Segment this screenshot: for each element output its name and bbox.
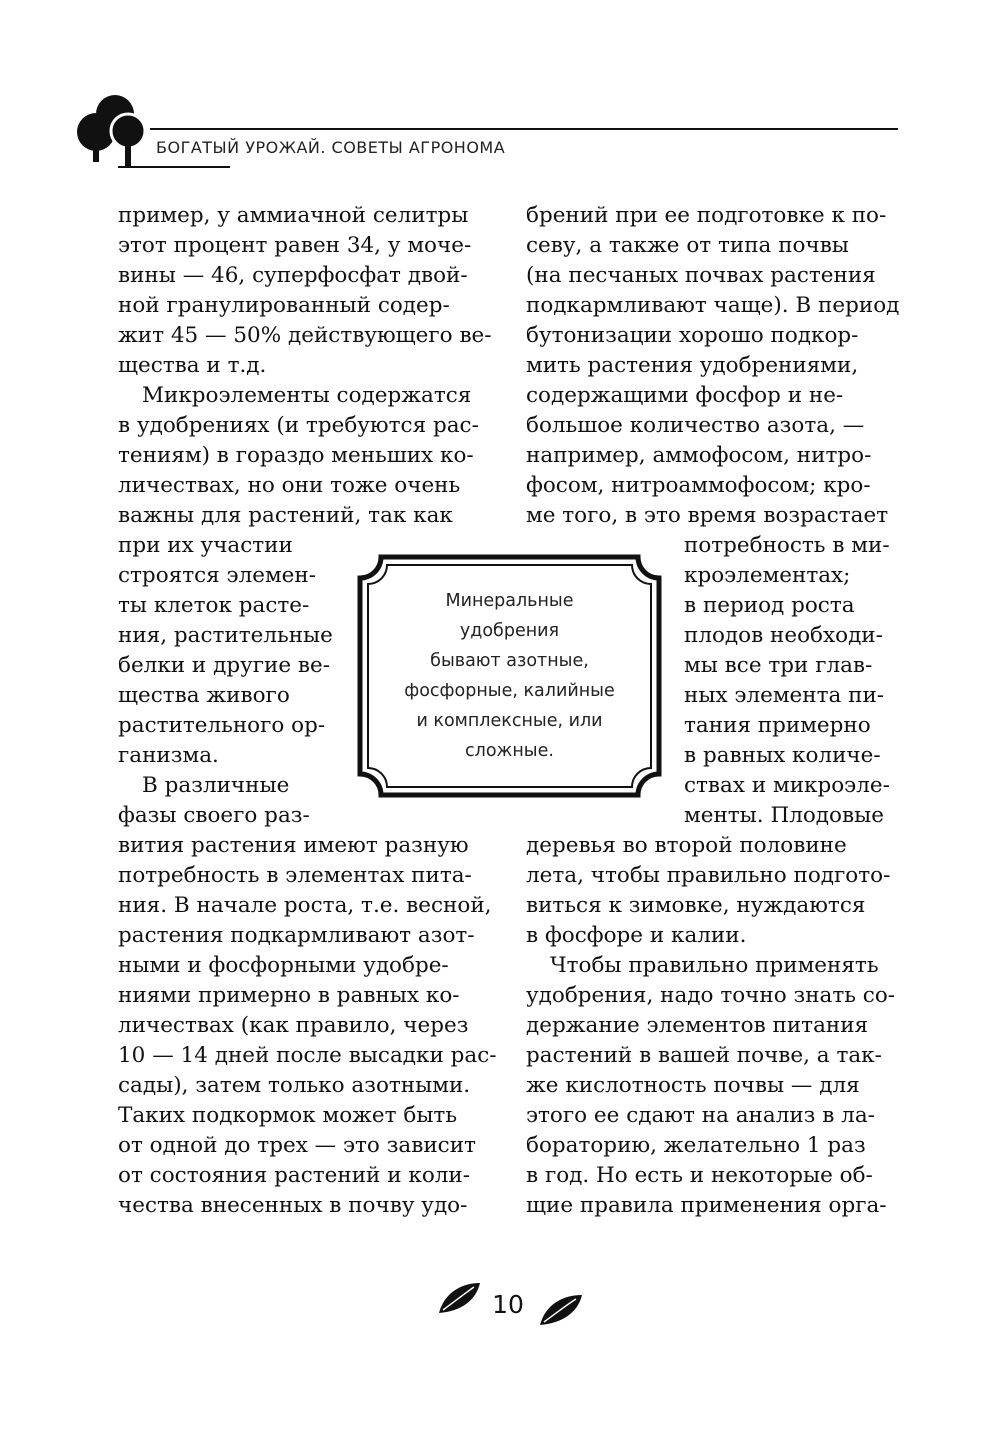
trees-logo-icon bbox=[74, 92, 154, 170]
right-column-line: потребность в ми- bbox=[684, 533, 890, 558]
right-column-line: мы все три глав- bbox=[684, 653, 873, 678]
right-column-line: ме того, в это время возрастает bbox=[526, 503, 889, 528]
right-column-line: например, аммофосом, нитро- bbox=[526, 443, 872, 468]
left-column-line: пример, у аммиачной селитры bbox=[118, 203, 469, 228]
right-column-line: севу, а также от типа почвы bbox=[526, 233, 849, 258]
callout-text: Минеральные удобрения бывают азотные, фосфорные, калийные и комплексные, или сложные. bbox=[404, 591, 615, 761]
left-column-line: этот процент равен 34, у моче- bbox=[118, 233, 472, 258]
right-column-line: менты. Плодовые bbox=[684, 803, 884, 828]
left-column-line: сады), затем только азотными. bbox=[118, 1073, 471, 1098]
left-column-line: личествах, но они тоже очень bbox=[118, 473, 461, 498]
left-column-line: ния. В начале роста, т.е. весной, bbox=[118, 893, 492, 918]
left-column-line: щества и т.д. bbox=[118, 353, 267, 378]
left-column-line: ния, растительные bbox=[118, 623, 333, 648]
right-column-line: растений в вашей почве, а так- bbox=[526, 1043, 882, 1068]
right-column-line: подкармливают чаще). В период bbox=[526, 293, 900, 318]
left-column-line: при их участии bbox=[118, 533, 293, 558]
leaf-icon bbox=[538, 1292, 584, 1328]
left-column-line: ными и фосфорными удобре- bbox=[118, 953, 449, 978]
right-column-line: ных элемента пи- bbox=[684, 683, 885, 708]
left-column-line: щества живого bbox=[118, 683, 290, 708]
right-column-line: плодов необходи- bbox=[684, 623, 883, 648]
right-column-line: щие правила применения орга- bbox=[526, 1193, 887, 1218]
right-column-line: этого ее сдают на анализ в ла- bbox=[526, 1103, 875, 1128]
left-column-line: от одной до трех — это зависит bbox=[118, 1133, 476, 1158]
right-column-line: в равных количе- bbox=[684, 743, 881, 768]
header-rule-short bbox=[118, 166, 230, 168]
left-column-line: вития растения имеют разную bbox=[118, 833, 469, 858]
left-column-line: растения подкармливают азот- bbox=[118, 923, 475, 948]
left-column-line: строятся элемен- bbox=[118, 563, 317, 588]
left-column-line: белки и другие ве- bbox=[118, 653, 330, 678]
left-column-line: личествах (как правило, через bbox=[118, 1013, 469, 1038]
right-column-line: большое количество азота, — bbox=[526, 413, 865, 438]
right-column-line: ствах и микроэле- bbox=[684, 773, 890, 798]
callout-box bbox=[357, 554, 662, 798]
right-column-line: брений при ее подготовке к по- bbox=[526, 203, 887, 228]
right-column-line: кроэлементах; bbox=[684, 563, 851, 588]
left-column-line: ной гранулированный содер- bbox=[118, 293, 450, 318]
left-column-line: ниями примерно в равных ко- bbox=[118, 983, 460, 1008]
left-column-line: чества внесенных в почву удо- bbox=[118, 1193, 468, 1218]
right-column-line: бораторию, желательно 1 раз bbox=[526, 1133, 866, 1158]
right-column-line: фосом, нитроаммофосом; кро- bbox=[526, 473, 871, 498]
right-column-line: мить растения удобрениями, bbox=[526, 353, 859, 378]
left-column-line: вины — 46, суперфосфат двой- bbox=[118, 263, 468, 288]
left-column-line: тениям) в гораздо меньших ко- bbox=[118, 443, 474, 468]
right-column-line: содержащими фосфор и не- bbox=[526, 383, 844, 408]
right-column-line: деревья во второй половине bbox=[526, 833, 847, 858]
left-column-line: Таких подкормок может быть bbox=[118, 1103, 458, 1128]
left-column-line: 10 — 14 дней после высадки рас- bbox=[118, 1043, 497, 1068]
right-column-line: в период роста bbox=[684, 593, 855, 618]
page-number: 10 bbox=[492, 1290, 524, 1319]
right-column-line: удобрения, надо точно знать со- bbox=[526, 983, 896, 1008]
right-column-line: виться к зимовке, нуждаются bbox=[526, 893, 866, 918]
left-column-line: ты клеток расте- bbox=[118, 593, 310, 618]
paragraph-first-line: Чтобы правильно применять bbox=[550, 953, 879, 978]
running-title: БОГАТЫЙ УРОЖАЙ. СОВЕТЫ АГРОНОМА bbox=[156, 138, 506, 157]
left-column-line: потребность в элементах пита- bbox=[118, 863, 472, 888]
right-column-line: тания примерно bbox=[684, 713, 871, 738]
right-column-line: в год. Но есть и некоторые об- bbox=[526, 1163, 873, 1188]
left-column-line: фазы своего раз- bbox=[118, 803, 310, 828]
paragraph-first-line: Микроэлементы содержатся bbox=[142, 383, 472, 408]
left-column-line: в удобрениях (и требуются рас- bbox=[118, 413, 479, 438]
left-column-line: растительного ор- bbox=[118, 713, 326, 738]
right-column-line: держание элементов питания bbox=[526, 1013, 869, 1038]
right-column-line: же кислотность почвы — для bbox=[526, 1073, 860, 1098]
leaf-icon bbox=[436, 1280, 482, 1316]
left-column-line: ганизма. bbox=[118, 743, 219, 768]
left-column-line: важны для растений, так как bbox=[118, 503, 453, 528]
right-column-line: бутонизации хорошо подкор- bbox=[526, 323, 859, 348]
header-rule bbox=[150, 128, 898, 130]
left-column-line: от состояния растений и коли- bbox=[118, 1163, 471, 1188]
right-column-line: лета, чтобы правильно подгото- bbox=[526, 863, 891, 888]
right-column-line: в фосфоре и калии. bbox=[526, 923, 747, 948]
paragraph-first-line: В различные bbox=[142, 773, 290, 798]
left-column-line: жит 45 — 50% действующего ве- bbox=[118, 323, 492, 348]
right-column-line: (на песчаных почвах растения bbox=[526, 263, 876, 288]
